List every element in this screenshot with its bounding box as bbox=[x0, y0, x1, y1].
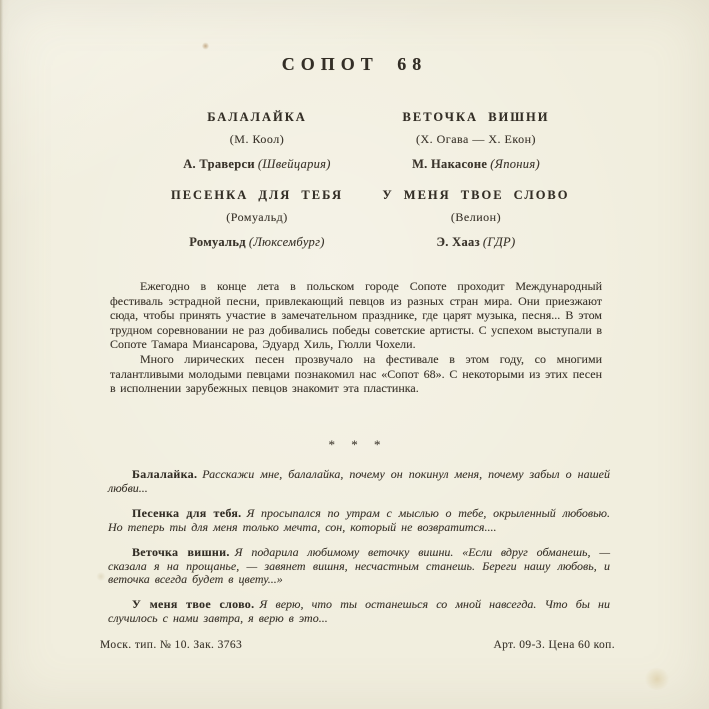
annotation-text: Расскажи мне, балалайка, почему он покинул меня, почему забыл о нашей любви... bbox=[108, 467, 610, 495]
performer-name: М. Накасоне bbox=[412, 157, 488, 171]
track-item bbox=[309, 188, 643, 250]
performer-country: (Япония) bbox=[490, 157, 540, 171]
performer-country: (ГДР) bbox=[482, 235, 516, 249]
annotation-song-title: Песенка для тебя. bbox=[132, 505, 242, 520]
article-price-info: Арт. 09-3. Цена 60 коп. bbox=[493, 639, 615, 651]
annotation-song-title: Веточка вишни. bbox=[132, 544, 230, 559]
song-annotations bbox=[108, 468, 610, 637]
print-shop-info: Моск. тип. № 10. Зак. 3763 bbox=[100, 639, 243, 651]
track-performer bbox=[309, 157, 643, 172]
track-title: ПЕСЕНКА ДЛЯ ТЕБЯ bbox=[171, 188, 343, 202]
track-composer: (Велион) bbox=[450, 210, 502, 224]
song-annotation bbox=[108, 598, 610, 626]
performer-name: Э. Хааз bbox=[436, 235, 480, 249]
song-annotation bbox=[108, 468, 610, 496]
annotation-text: Я просыпался по утрам с мыслью о тебе, окрыленный любовью. Но теперь ты для меня только мечта, сон, который не возвратится.... bbox=[108, 505, 611, 534]
track-column-right bbox=[309, 110, 643, 250]
liner-notes-paragraph: Много лирических песен прозвучало на фестивале в этом году, со многими талантливыми молодыми певцами познакомил нас «Сопот 68». С некоторыми из этих песен в исполнении зарубежных певцов знакомит эта пластинка. bbox=[110, 351, 602, 396]
track-composer: (Ромуальд) bbox=[226, 210, 288, 224]
track-title: ВЕТОЧКА ВИШНИ bbox=[402, 110, 550, 124]
performer-country: (Люксембург) bbox=[248, 235, 325, 249]
performer-name: Ромуальд bbox=[189, 235, 246, 249]
paper-stain bbox=[202, 42, 209, 50]
track-composer: (М. Коол) bbox=[229, 132, 285, 146]
performer-country: (Швейцария) bbox=[257, 157, 331, 171]
song-annotation bbox=[108, 546, 610, 588]
annotation-text: Я подарила любимому веточку вишни. «Если вдруг обманешь, — сказала я на прощанье, — завянет вишня, несчастным станешь. Береги нашу любовь, и веточка всегда будет в цвету...» bbox=[108, 544, 610, 587]
track-item bbox=[309, 110, 643, 172]
album-title: СОПОТ 68 bbox=[281, 54, 428, 74]
section-separator-stars: * * * bbox=[328, 437, 381, 452]
track-composer: (Х. Огава — Х. Екон) bbox=[415, 132, 537, 146]
paper-stain bbox=[644, 668, 670, 690]
track-title: БАЛАЛАЙКА bbox=[207, 110, 307, 124]
liner-notes bbox=[110, 279, 602, 396]
performer-name: А. Траверси bbox=[183, 157, 255, 171]
song-annotation bbox=[108, 507, 610, 535]
annotation-text: Я верю, что ты останешься со мной навсегда. Что бы ни случилось с нами завтра, я верю в это... bbox=[108, 597, 610, 626]
track-performer bbox=[309, 235, 643, 250]
track-title: У МЕНЯ ТВОЕ СЛОВО bbox=[382, 188, 570, 202]
annotation-song-title: Балалайка. bbox=[132, 467, 198, 481]
track-list bbox=[0, 110, 709, 270]
imprint-line bbox=[100, 639, 615, 651]
annotation-song-title: У меня твое слово. bbox=[132, 597, 255, 612]
paper-stain bbox=[96, 572, 106, 581]
liner-notes-paragraph: Ежегодно в конце лета в польском городе Сопоте проходит Международный фестиваль эстрадной песни, привлекающий певцов из разных стран мира. Они приезжают сюда, чтобы принять участие в замечательном празднике, где царят музыка, песня... В этом трудном соревновании не раз добивались победы советские артисты. С успехом выступали в Сопоте Тамара Миансарова, Эдуард Хиль, Гюлли Чохели. bbox=[110, 279, 602, 352]
sleeve-left-edge bbox=[0, 0, 3, 709]
